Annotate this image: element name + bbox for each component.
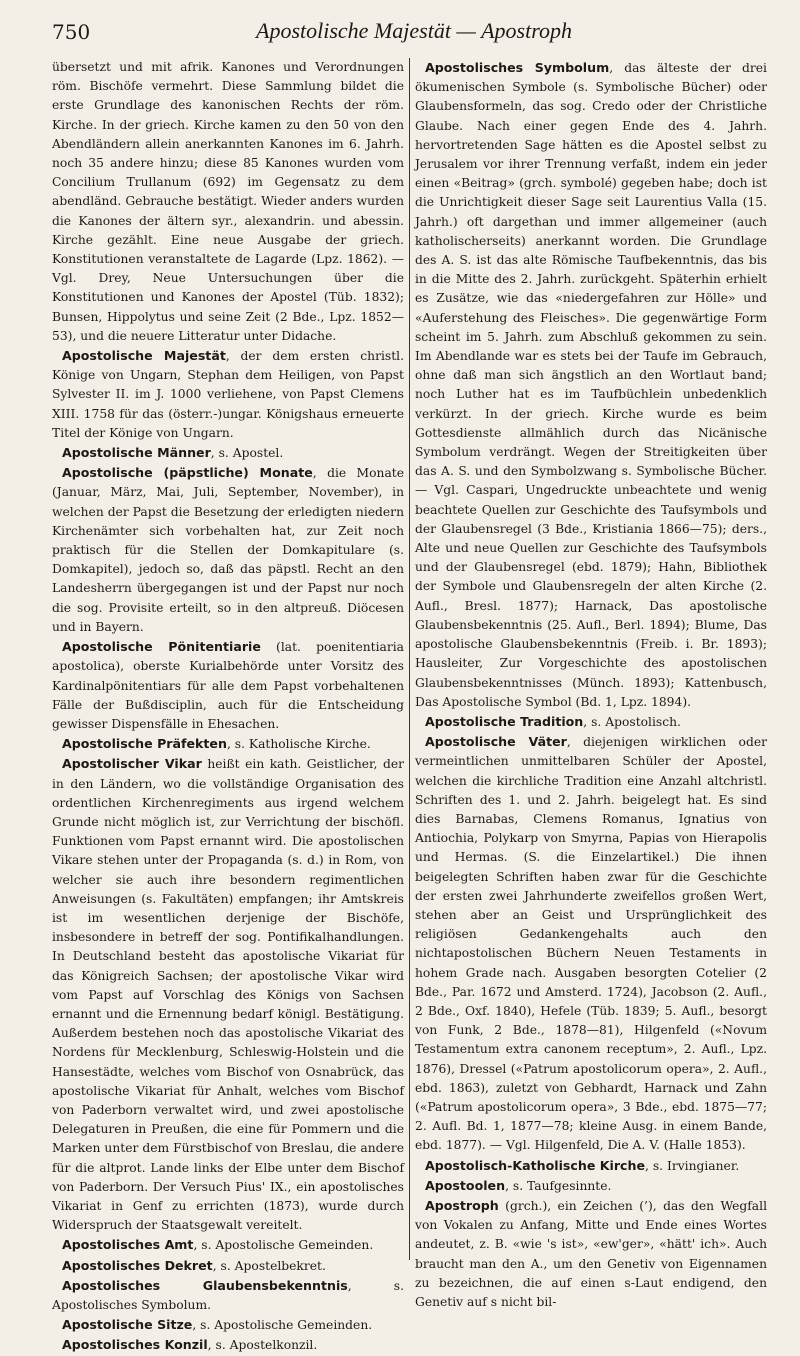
entry-text: , s. Apostel. [210,446,284,461]
dictionary-entry [415,732,767,1155]
entry-text: , s. Apostelkonzil. [207,1338,318,1353]
entry-headword: Apostroph [425,1197,499,1213]
dictionary-entry [52,1276,404,1315]
entry-text: , der dem ersten christl. Könige von Ungarn, Stephan dem Heiligen, von Papst Sylvester II. im J. 1000 verliehene, von Papst Clemens XIII. 1758 für das (österr.-)ungar. Königshaus erneuerte Titel der Könige von Ungarn. [52,349,404,440]
entry-headword: Apostolischer Vikar [62,756,202,772]
entry-headword: Apostolisches Glaubensbekenntnis [62,1277,348,1293]
entry-text: , s. Apostolische Gemeinden. [192,1318,373,1333]
dictionary-entry [52,637,404,734]
dictionary-entry [415,1156,767,1176]
entry-headword: Apostolische Väter [425,734,567,750]
entry-headword: Apostoolen [425,1177,506,1193]
entry-headword: Apostolisches Symbolum [425,60,610,75]
column-rule [409,58,410,1260]
entry-text: , diejenigen wirklichen oder vermeintlichen unmittelbaren Schüler der Apostel, welchen die kirchliche Tradition eine Anzahl altchristl. Schriften des 1. und 2. Jahrh. beigelegt hat. Es sind dies Barnabas, Clemens Romanus, Ignatius von Antiochia, Polykarp von Smyrna, Papias von Hierapolis und Hermas. (S. die Einzelartikel.) Die ihnen beigelegten Schriften haben zwar für die Geschichte der ersten zwei Jahrhunderte zweifellos großen Wert, stehen aber an Geist und Ursprünglichkeit des religiösen Gedankengehalts auch den nichtapostolischen Büchern Neuen Testaments in hohem Grade nach. Ausgaben besorgten Cotelier (2 Bde., Par. 1672 und Amsterd. 1724), Jacobson (2. Aufl., 2 Bde., Oxf. 1840), Hefele (Tüb. 1839; 5. Aufl., besorgt von Funk, 2 Bde., 1878—81), Hilgenfeld («Novum Testamentum extra canonem receptum», 2. Aufl., Lpz. 1876), Dressel («Patrum apostolicorum opera», 2. Aufl., ebd. 1863), zuletzt von Gebhardt, Harnack und Zahn («Patrum apostolicorum opera», 3 Bde., ebd. 1875—77; 2. Aufl. Bd. 1, 1877—78; kleine Ausg. in einem Bande, ebd. 1877). — Vgl. Hilgenfeld, Die A. V. (Halle 1853). [415,735,767,1153]
dictionary-entry [415,712,767,732]
entry-text: , s. Irvingianer. [645,1158,740,1173]
entry-continuation [52,58,404,346]
entry-headword: Apostolische (päpstliche) Monate [62,465,313,481]
entry-text: heißt ein kath. Geistlicher, der in den Ländern, wo die vollständige Organisation des ordentlichen Kirchenregiments aus irgend welchem Grunde nicht möglich ist, zur Verrichtung der bischöfl. Funktionen vom Papst ernannt wird. Die apostolischen Vikare stehen unter der Propaganda (s. d.) in Rom, von welcher sie auch ihre besondern regimentlichen Anweisungen (s. Fakultäten) empfangen; ihr Amtskreis ist im wesentlichen derjenige der Bischöfe, insbesondere in betreff der sog. Pontifikalhandlungen. In Deutschland besteht das apostolische Vikariat für das Königreich Sachsen; der apostolische Vikar wird vom Papst auf Vorschlag des Königs von Sachsen ernannt und die Ernennung bedarf königl. Bestätigung. Außerdem bestehen noch das apostolische Vikariat des Nordens für Mecklenburg, Schleswig-Holstein und die Hansestädte, welches vom Bischof von Osnabrück, das apostolische Vikariat für Anhalt, welches vom Bischof von Paderborn verwaltet wird, und zwei apostolische Delegaturen in Preußen, die eine für Pommern und die Marken unter dem Fürstbischof von Breslau, die andere für die altprot. Lande links der Elbe unter dem Bischof von Paderborn. Der Versuch Pius' IX., ein apostolisches Vikariat in Genf zu errichten (1873), wurde durch Widerspruch der Staatsgewalt vereitelt. [52,757,404,1233]
entry-text: (grch.), ein Zeichen (’), das den Wegfall von Vokalen zu Anfang, Mitte und Ende eines Wortes andeutet, z. B. «wie 's ist», «ew'ger», «hätt' ich». Auch braucht man den A., um den Genetiv von Eigennamen zu bezeichnen, die auf einen s-Laut endigend, den Genetiv auf s nicht bil- [415,1198,767,1309]
entry-text: übersetzt und mit afrik. Kanones und Verordnungen röm. Bischöfe vermehrt. Diese Sammlung bildet die erste Grundlage des kanonischen Rechts der röm. Kirche. In der griech. Kirche kamen zu den 50 von den Abendländern allein anerkannten Kanones im 6. Jahrh. noch 35 andere hinzu; diese 85 Kanones wurden vom Concilium Trullanum (692) im Gegensatz zu dem abendländ. Gebrauche bestätigt. Wieder anders wurden die Kanones der ältern syr., alexandrin. und abessin. Kirche gezählt. Eine neue Ausgabe der griech. Konstitutionen veranstaltete de Lagarde (Lpz. 1862). — Vgl. Drey, Neue Untersuchungen über die Konstitutionen und Kanones der Apostel (Tüb. 1832); Bunsen, Hippolytus und seine Zeit (2 Bde., Lpz. 1852—53), und die neuere Litteratur unter Didache. [52,60,404,343]
entry-headword: Apostolische Sitze [62,1317,193,1333]
entry-text: , das älteste der drei ökumenischen Symbole (s. Symbolische Bücher) oder Glaubensformeln, das sog. Credo oder der Christliche Glaube. Nach einer gegen Ende des 4. Jahrh. hervortretenden Sage hätten es die Apostel selbst zu Jerusalem vor ihrer Trennung verfaßt, indem ein jeder einen «Beitrag» (grch. symbolé) gegeben habe; doch ist die Unrichtigkeit dieser Sage seit Laurentius Valla (15. Jahrh.) oft dargethan und immer allgemeiner (auch katholischerseits) anerkannt worden. Die Grundlage des A. S. ist das alte Römische Taufbekenntnis, das bis in die Mitte des 2. Jahrh. zurückgeht. Späterhin erhielt es Zusätze, wie das «niedergefahren zur Hölle» und «Auferstehung des Fleisches». Die gegenwärtige Form scheint im 5. Jahrh. zum Abschluß gekommen zu sein. Im Abendlande war es stets bei der Taufe im Gebrauch, ohne daß man sich ängstlich an den Wortlaut band; noch Luther hat es im Taufbüchlein unbedenklich verkürzt. In der griech. Kirche wurde es beim Gottesdienste allmählich durch das Nicänische Symbolum verdrängt. Wegen der Streitigkeiten über das A. S. und den Symbolzwang s. Symbolische Bücher. — Vgl. Caspari, Ungedruckte unbeachtete und wenig beachtete Quellen zur Geschichte des Taufsymbols und der Glaubensregel (3 Bde., Kristiania 1866—75); ders., Alte und neue Quellen zur Geschichte des Taufsymbols und der Glaubensregel (ebd. 1879); Hahn, Bibliothek der Symbole und Glaubensregeln der alten Kirche (2. Aufl., Bresl. 1877); Harnack, Das apostolische Glaubensbekenntnis (25. Aufl., Berl. 1894); Blume, Das apostolische Glaubensbekenntnis (Freib. i. Br. 1893); Hausleiter, Zur Vorgeschichte des apostolischen Glaubensbekenntnisses (Münch. 1893); Kattenbusch, Das Apostolische Symbol (Bd. 1, Lpz. 1894). [415,61,767,709]
entry-text: , s. Katholische Kirche. [226,737,371,752]
dictionary-entry [52,463,404,637]
entry-headword: Apostolisch-Katholische Kirche [425,1157,646,1173]
dictionary-entry [52,754,404,1235]
running-head: Apostolische Majestät — Apostroph [256,18,572,43]
dictionary-entry [52,346,404,443]
dictionary-entry [52,1235,404,1255]
entry-text: (lat. poenitentiaria apostolica), oberste Kurialbehörde unter Vorsitz des Kardinalpönitentiars für alle dem Papst vorbehaltenen Fälle der Bußdisciplin, auch für die Entscheidung gewisser Dispensfälle in Ehesachen. [52,640,404,731]
page-number: 750 [52,20,91,44]
dictionary-entry [52,734,404,754]
dictionary-entry [415,1196,767,1312]
entry-headword: Apostolische Präfekten [62,736,227,752]
dictionary-entry [52,1315,404,1335]
dictionary-entry [52,1256,404,1276]
entry-headword: Apostolische Männer [62,445,211,461]
entry-headword: Apostolische Majestät [62,348,226,364]
entry-text: , s. Apostolisch. [583,714,681,729]
entry-headword: Apostolisches Dekret [62,1257,213,1273]
entry-headword: Apostolisches Konzil [62,1337,208,1353]
entry-text: , s. Taufgesinnte. [505,1178,612,1193]
dictionary-entry [415,58,767,712]
page-header [52,0,776,50]
entry-headword: Apostolische Tradition [425,713,584,729]
dictionary-entry [415,1176,767,1196]
entry-text: , s. Apostolisches Symbolum. [52,1278,404,1312]
dictionary-entry [52,443,404,463]
entry-text: , die Monate (Januar, März, Mai, Juli, September, November), in welchen der Papst die Besetzung der erledigten niedern Kirchenämter sich vorbehalten hat, zur Zeit noch praktisch für die Stellen der Domkapitulare (s. Domkapitel), jedoch so, daß das päpstl. Recht an den Landesherrn übergegangen ist und der Papst nur noch die sog. Provisite erteilt, so in den altpreuß. Diöcesen und in Bayern. [52,466,404,634]
entry-text: , s. Apostelbekret. [212,1258,326,1273]
entry-headword: Apostolische Pönitentiarie [62,639,261,655]
entry-headword: Apostolisches Amt [62,1237,194,1253]
text-columns [52,58,776,1353]
entry-text: , s. Apostolische Gemeinden. [193,1238,374,1253]
right-column [415,58,767,1309]
dictionary-entry [52,1335,404,1355]
left-column [52,58,404,1353]
